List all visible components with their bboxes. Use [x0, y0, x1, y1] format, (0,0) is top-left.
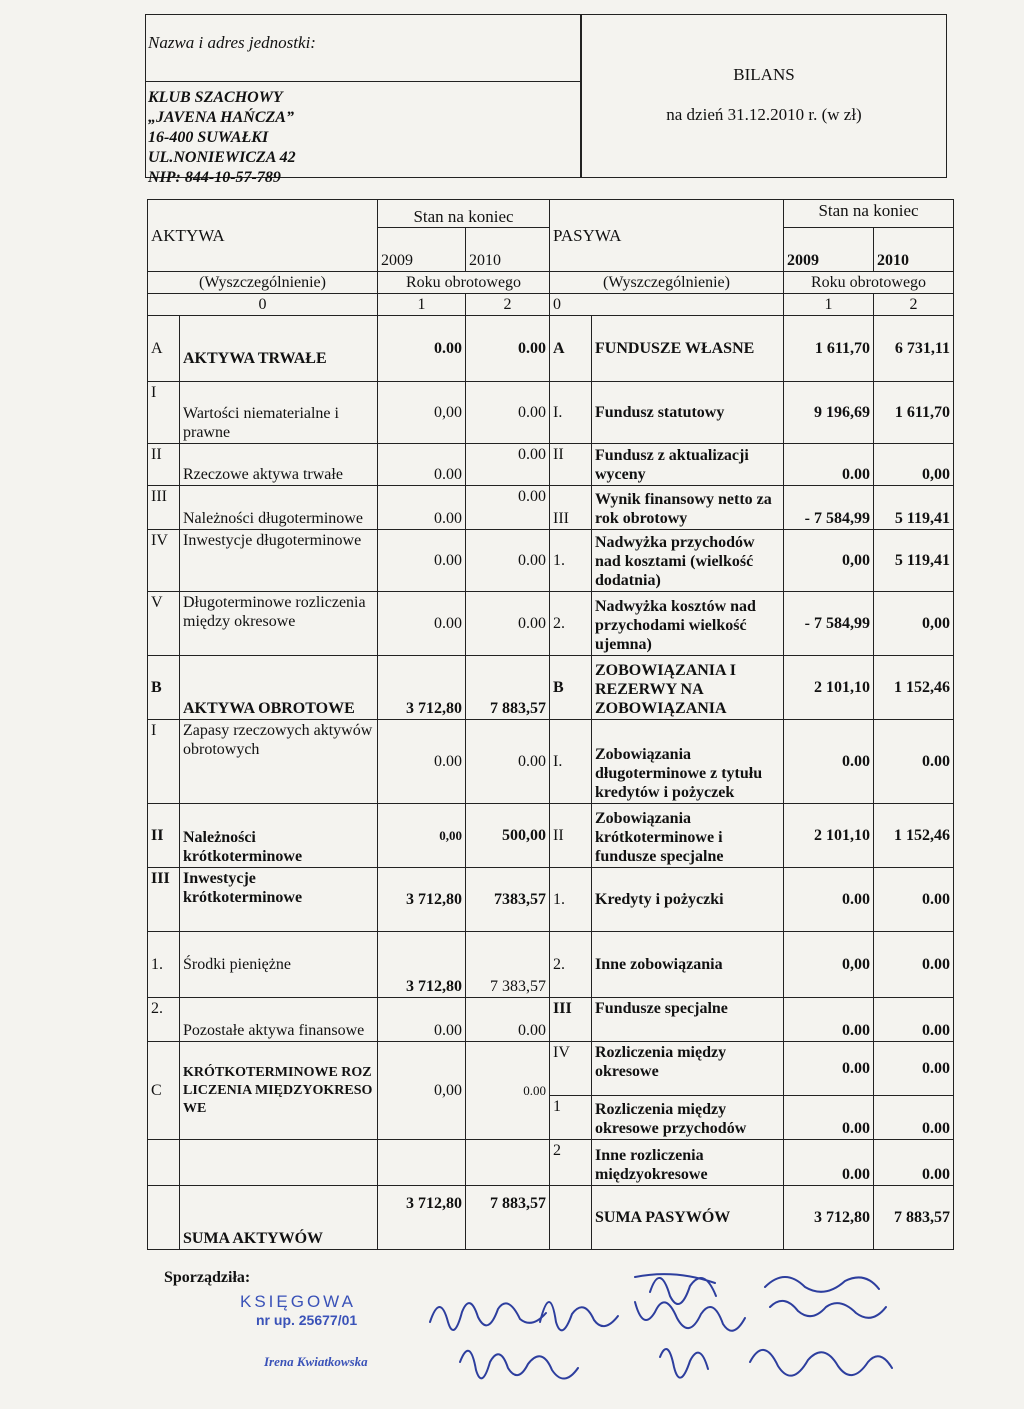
col-num: 2: [874, 294, 954, 316]
p-2009: 0.00: [784, 998, 874, 1042]
p-2010: 1 611,70: [874, 382, 954, 444]
p-2010: 0.00: [874, 720, 954, 804]
p-name: Wynik finansowy netto za rok obrotowy: [592, 486, 784, 530]
p-2010: 1 152,46: [874, 804, 954, 868]
table-row: [148, 1042, 954, 1096]
wyszcz-left: (Wyszczególnienie): [148, 272, 378, 294]
year-2009-right: 2009: [784, 228, 874, 272]
stamp-title: KSIĘGOWA: [240, 1292, 356, 1311]
roku-left: Roku obrotowego: [378, 272, 550, 294]
a-code: IV: [148, 530, 180, 592]
a-code: V: [148, 592, 180, 656]
table-row: [148, 932, 954, 998]
p-2010: 0.00: [874, 932, 954, 998]
p-code: 1.: [550, 868, 592, 932]
stan-header-left: Stan na koniec: [378, 200, 550, 228]
p-2010: 5 119,41: [874, 486, 954, 530]
table-row: [148, 382, 954, 444]
table-row: [148, 1140, 954, 1186]
sum-aktywa-2009: 3 712,80: [378, 1186, 466, 1250]
col-num: 1: [784, 294, 874, 316]
p-name: Rozliczenia między okresowe przychodów: [592, 1096, 784, 1140]
table-row: [148, 592, 954, 656]
p-code: II: [550, 804, 592, 868]
a-2009: 0,00: [378, 382, 466, 444]
a-code: II: [148, 804, 180, 868]
p-2009: 0.00: [784, 1140, 874, 1186]
col-num: 0: [148, 294, 378, 316]
p-2010: 0.00: [874, 1096, 954, 1140]
a-2010: 0.00: [466, 382, 550, 444]
p-2009: 0.00: [784, 868, 874, 932]
unit-line: KLUB SZACHOWY: [148, 89, 283, 106]
p-2009: 2 101,10: [784, 804, 874, 868]
p-2010: 0.00: [874, 1042, 954, 1096]
a-2010: 0.00: [466, 530, 550, 592]
unit-line: NIP: 844-10-57-789: [148, 169, 281, 186]
col-num: 2: [466, 294, 550, 316]
table-row: [148, 444, 954, 486]
table-row: [148, 486, 954, 530]
p-code: 2: [550, 1140, 592, 1186]
a-name: Wartości niematerialne i prawne: [180, 382, 378, 444]
p-name: Inne zobowiązania: [592, 932, 784, 998]
p-2010: 0.00: [874, 998, 954, 1042]
a-2009: 3 712,80: [378, 868, 466, 932]
p-2009: 0.00: [784, 444, 874, 486]
a-code: [148, 1140, 180, 1186]
p-2009: 0.00: [784, 1042, 874, 1096]
table-row: [148, 316, 954, 382]
p-2010: 5 119,41: [874, 530, 954, 592]
p-2009: 9 196,69: [784, 382, 874, 444]
p-2010: 0.00: [874, 868, 954, 932]
a-2009: 0.00: [378, 592, 466, 656]
p-name: ZOBOWIĄZANIA I REZERWY NA ZOBOWIĄZANIA: [592, 656, 784, 720]
a-2009: 0.00: [378, 998, 466, 1042]
a-2010: 7383,57: [466, 868, 550, 932]
a-code: I: [148, 720, 180, 804]
a-name: [180, 1140, 378, 1186]
year-2010-left: 2010: [466, 228, 550, 272]
header-row: [148, 294, 954, 316]
sum-row: [148, 1186, 954, 1250]
a-name: Zapasy rzeczowych aktywów obrotowych: [180, 720, 378, 804]
a-code: A: [148, 316, 180, 382]
a-name: Rzeczowe aktywa trwałe: [180, 444, 378, 486]
a-2010: [466, 1140, 550, 1186]
table-row: [148, 998, 954, 1042]
p-2009: 0.00: [784, 1096, 874, 1140]
a-2009: 0,00: [378, 1042, 466, 1140]
p-2010: 6 731,11: [874, 316, 954, 382]
p-code: 2.: [550, 932, 592, 998]
col-num: 1: [378, 294, 466, 316]
p-2009: - 7 584,99: [784, 486, 874, 530]
p-name: Rozliczenia między okresowe: [592, 1042, 784, 1096]
a-2010: 0.00: [466, 444, 550, 486]
sum-aktywa-label: SUMA AKTYWÓW: [180, 1186, 378, 1250]
a-name: Inwestycje krótkoterminowe: [180, 868, 378, 932]
p-2009: 0.00: [784, 720, 874, 804]
unit-line: UL.NONIEWICZA 42: [148, 149, 296, 166]
a-code: C: [148, 1042, 180, 1140]
aktywa-header: AKTYWA: [148, 200, 378, 272]
p-name: Zobowiązania długoterminowe z tytułu kredytów i pożyczek: [592, 720, 784, 804]
doc-title: BILANS: [733, 65, 795, 84]
doc-subtitle: na dzień 31.12.2010 r. (w zł): [666, 105, 862, 124]
accountant-stamp: [240, 1292, 430, 1382]
title-box: [581, 14, 947, 178]
header-row: [148, 200, 954, 228]
a-2009: 0.00: [378, 720, 466, 804]
sum-aktywa-2010: 7 883,57: [466, 1186, 550, 1250]
a-code: I: [148, 382, 180, 444]
stamp-name: Irena Kwiatkowska: [264, 1354, 368, 1369]
a-2009: 0,00: [378, 804, 466, 868]
balance-table: [147, 199, 954, 1250]
a-2010: 0.00: [466, 592, 550, 656]
table-row: [148, 868, 954, 932]
a-2010: 7 883,57: [466, 656, 550, 720]
prepared-by-label: Sporządziła:: [164, 1269, 251, 1286]
p-name: Inne rozliczenia międzyokresowe: [592, 1140, 784, 1186]
a-2010: 0.00: [466, 998, 550, 1042]
a-name: KRÓTKOTERMINOWE ROZLICZENIA MIĘDZYOKRESOWE: [180, 1042, 378, 1140]
handwritten-signatures: [420, 1262, 980, 1402]
p-2010: 1 152,46: [874, 656, 954, 720]
p-code: A: [550, 316, 592, 382]
p-2009: 2 101,10: [784, 656, 874, 720]
roku-right: Roku obrotowego: [784, 272, 954, 294]
a-code: 1.: [148, 932, 180, 998]
unit-line: „JAVENA HAŃCZA”: [148, 109, 294, 126]
a-2010: 7 383,57: [466, 932, 550, 998]
p-name: FUNDUSZE WŁASNE: [592, 316, 784, 382]
sum-pasywa-2010: 7 883,57: [874, 1186, 954, 1250]
a-name: Inwestycje długoterminowe: [180, 530, 378, 592]
a-code: [148, 1186, 180, 1250]
a-2010: 0.00: [466, 1042, 550, 1140]
a-code: III: [148, 868, 180, 932]
p-2009: 0,00: [784, 932, 874, 998]
p-code: III: [550, 486, 592, 530]
p-2010: 0,00: [874, 592, 954, 656]
a-name: AKTYWA OBROTOWE: [180, 656, 378, 720]
p-code: III: [550, 998, 592, 1042]
col-num: 0: [550, 294, 784, 316]
p-code: 1: [550, 1096, 592, 1140]
p-code: I.: [550, 382, 592, 444]
sum-pasywa-2009: 3 712,80: [784, 1186, 874, 1250]
a-code: III: [148, 486, 180, 530]
a-code: B: [148, 656, 180, 720]
p-name: Fundusze specjalne: [592, 998, 784, 1042]
stamp-number: nr up. 25677/01: [256, 1312, 358, 1328]
a-2010: 0.00: [466, 720, 550, 804]
a-name: Długoterminowe rozliczenia między okresowe: [180, 592, 378, 656]
p-code: II: [550, 444, 592, 486]
p-2010: 0,00: [874, 444, 954, 486]
p-code: I.: [550, 720, 592, 804]
pasywa-header: PASYWA: [550, 200, 784, 272]
a-name: Należności długoterminowe: [180, 486, 378, 530]
table-row: [148, 530, 954, 592]
p-2010: 0.00: [874, 1140, 954, 1186]
a-2009: 3 712,80: [378, 656, 466, 720]
p-name: Kredyty i pożyczki: [592, 868, 784, 932]
p-2009: 0,00: [784, 530, 874, 592]
table-row: [148, 720, 954, 804]
a-2009: 0.00: [378, 316, 466, 382]
a-name: Należności krótkoterminowe: [180, 804, 378, 868]
a-name: AKTYWA TRWAŁE: [180, 316, 378, 382]
p-name: Zobowiązania krótkoterminowe i fundusze specjalne: [592, 804, 784, 868]
a-name: Pozostałe aktywa finansowe: [180, 998, 378, 1042]
p-code: 2.: [550, 592, 592, 656]
table-row: [148, 656, 954, 720]
p-name: Nadwyżka kosztów nad przychodami wielkość ujemna): [592, 592, 784, 656]
p-code: B: [550, 656, 592, 720]
a-name: Środki pieniężne: [180, 932, 378, 998]
unit-box: [145, 14, 581, 186]
unit-address: [146, 82, 580, 188]
unit-label: Nazwa i adres jednostki:: [146, 15, 580, 82]
a-2010: 0.00: [466, 486, 550, 530]
p-name: Fundusz statutowy: [592, 382, 784, 444]
a-2009: 0.00: [378, 530, 466, 592]
p-2009: 1 611,70: [784, 316, 874, 382]
p-2009: - 7 584,99: [784, 592, 874, 656]
a-2009: 3 712,80: [378, 932, 466, 998]
header-row: [148, 272, 954, 294]
unit-line: 16-400 SUWAŁKI: [148, 129, 269, 146]
wyszcz-right: (Wyszczególnienie): [550, 272, 784, 294]
p-name: Nadwyżka przychodów nad kosztami (wielkość dodatnia): [592, 530, 784, 592]
sum-pasywa-label: SUMA PASYWÓW: [592, 1186, 784, 1250]
stan-header-right: Stan na koniec: [784, 200, 954, 228]
a-code: II: [148, 444, 180, 486]
a-2009: [378, 1140, 466, 1186]
a-2010: 500,00: [466, 804, 550, 868]
a-code: 2.: [148, 998, 180, 1042]
p-name: Fundusz z aktualizacji wyceny: [592, 444, 784, 486]
a-2009: 0.00: [378, 444, 466, 486]
table-row: [148, 804, 954, 868]
a-2010: 0.00: [466, 316, 550, 382]
year-2010-right: 2010: [874, 228, 954, 272]
p-code: [550, 1186, 592, 1250]
year-2009-left: 2009: [378, 228, 466, 272]
p-code: 1.: [550, 530, 592, 592]
p-code: IV: [550, 1042, 592, 1096]
a-2009: 0.00: [378, 486, 466, 530]
